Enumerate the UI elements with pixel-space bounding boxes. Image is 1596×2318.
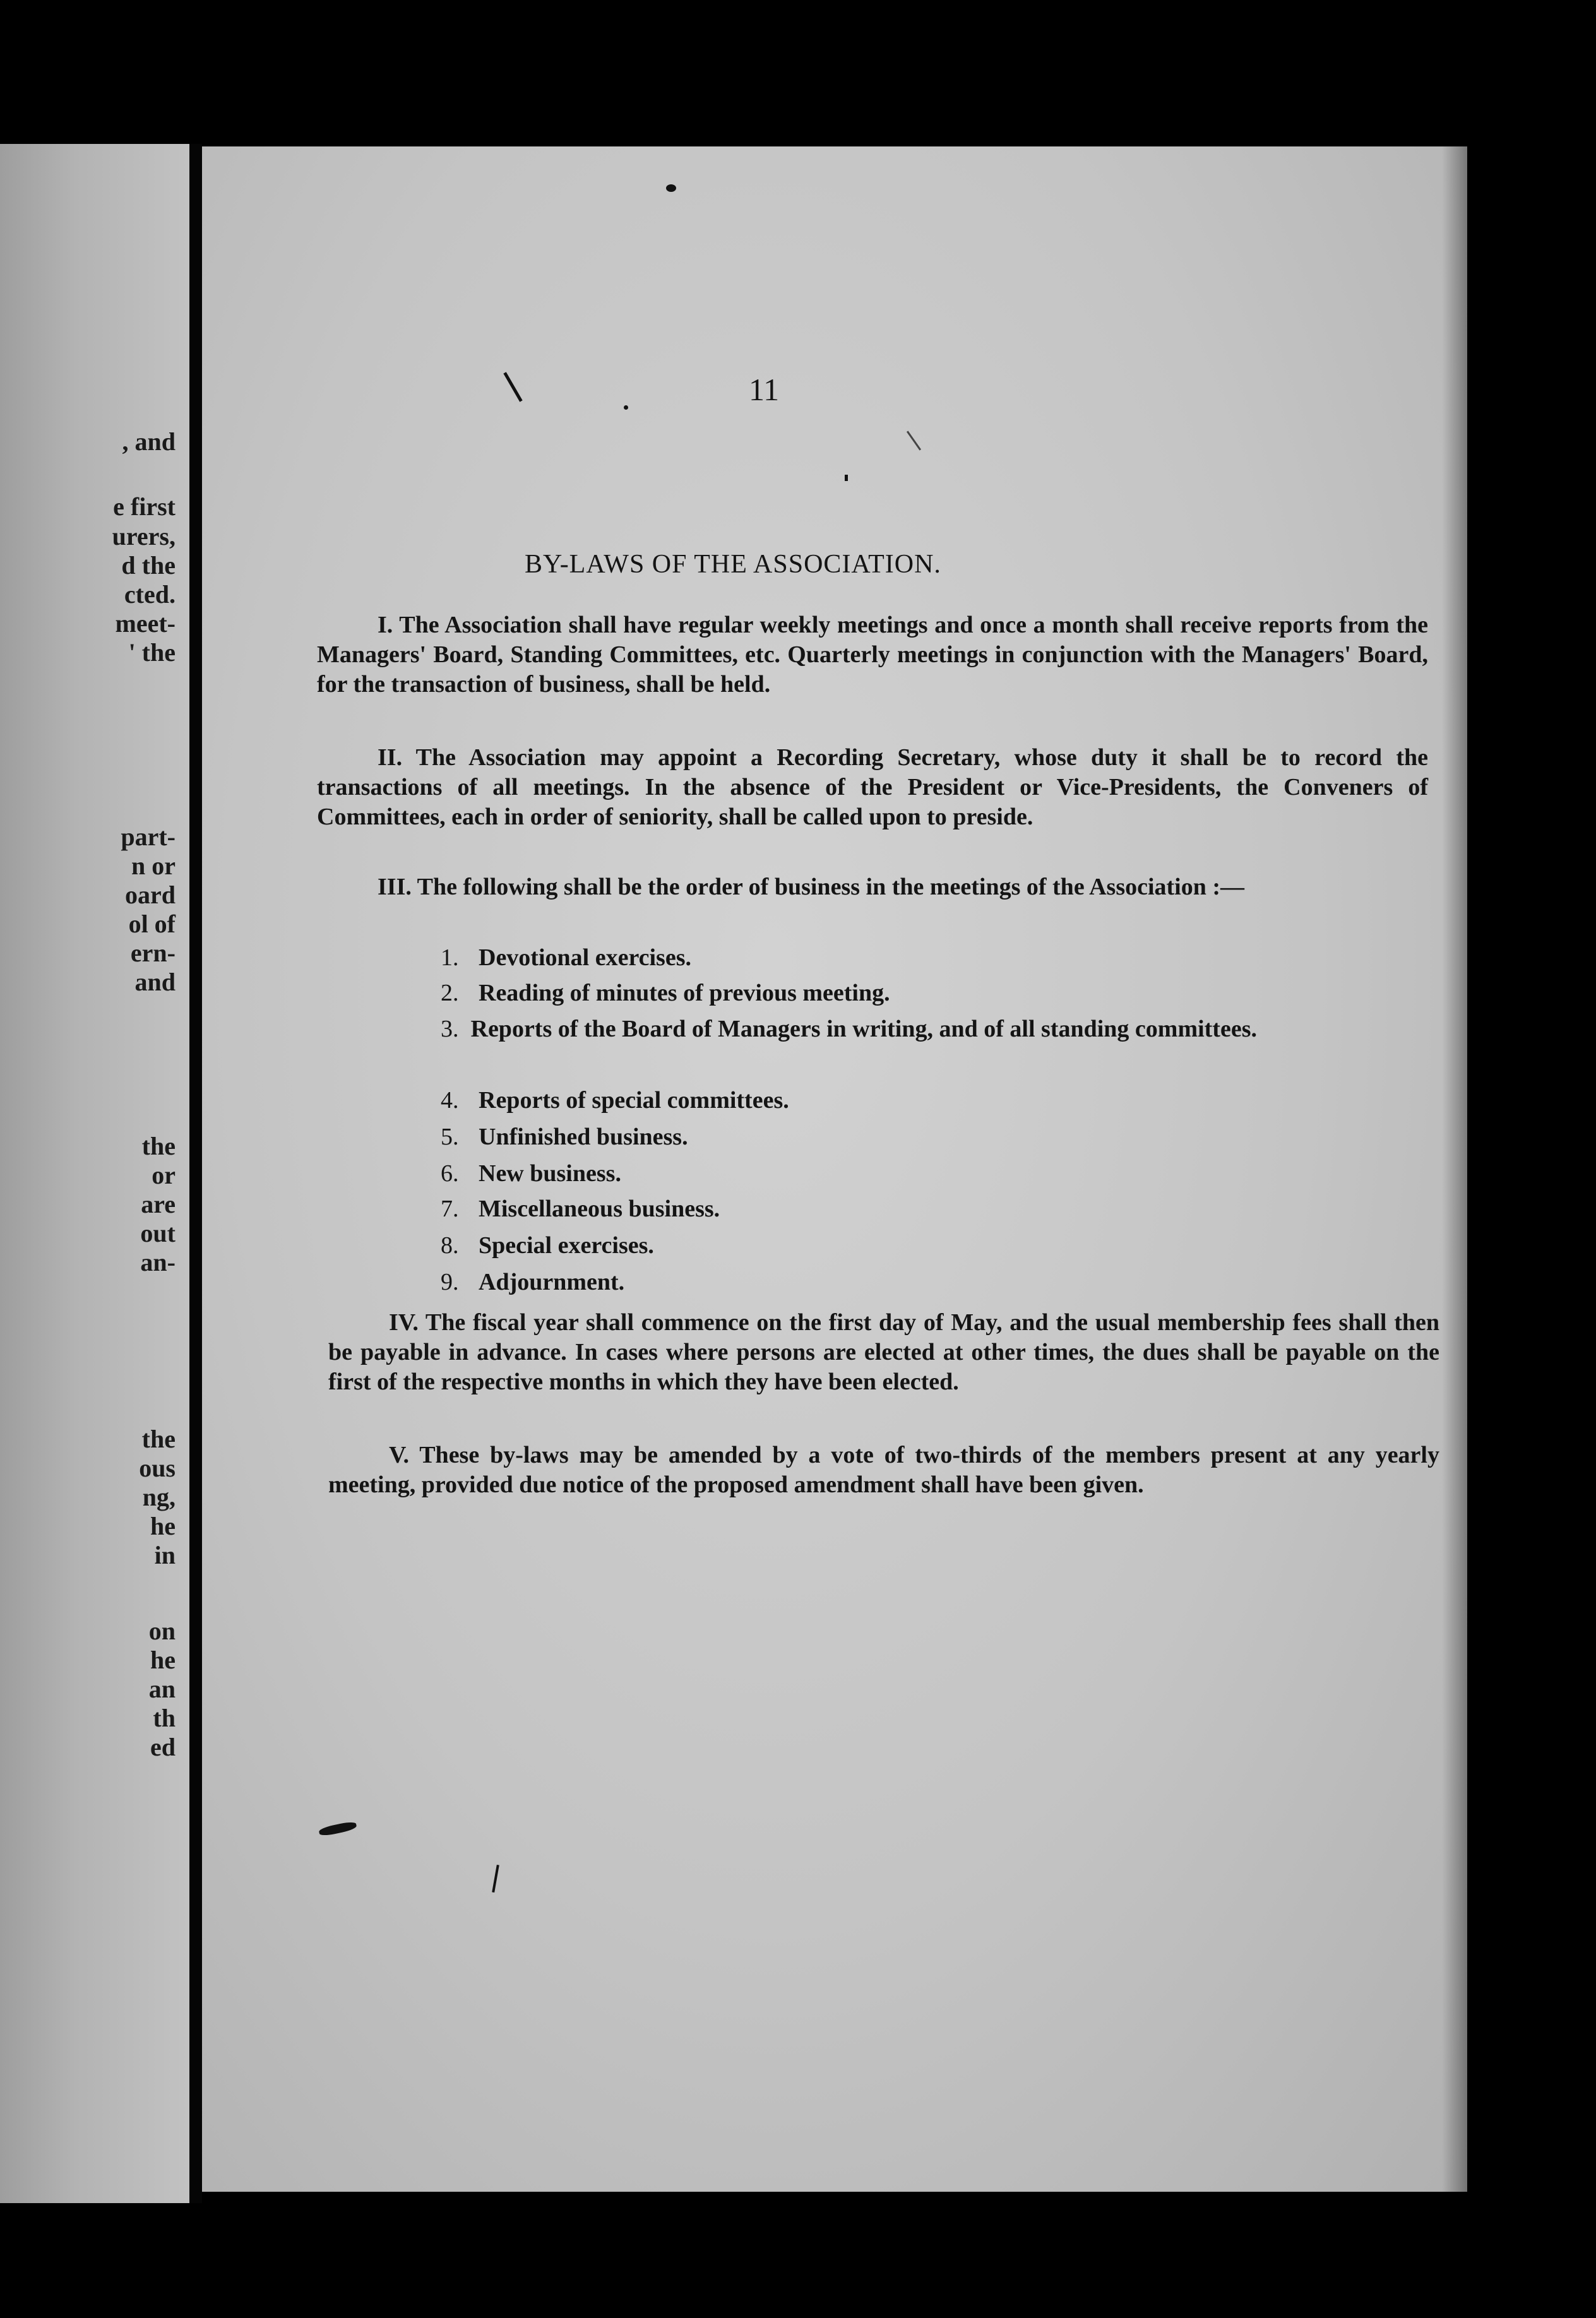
list-item: [441, 1086, 789, 1115]
list-item-text: Reading of minutes of previous meeting.: [479, 980, 890, 1006]
left-text-fragment: n or: [131, 852, 176, 880]
left-text-fragment: he: [150, 1646, 176, 1674]
left-text-fragment: part-: [121, 823, 176, 851]
list-item-text: Devotional exercises.: [479, 944, 691, 971]
page-number: 11: [749, 372, 780, 407]
left-text-fragment: in: [154, 1541, 176, 1569]
list-item-number: 8.: [441, 1232, 459, 1259]
bylaw-paragraph-4: IV. The fiscal year shall commence on the first day of May, and the usual membership fees shall then be payable in advance. In cases where persons are elected at other times, the dues shall be payable on the first of the respective months in which they have been elected.: [328, 1309, 1439, 1395]
document-page: [202, 146, 1467, 2192]
list-item-text: Unfinished business.: [479, 1124, 688, 1150]
left-text-fragment: he: [150, 1512, 176, 1540]
left-text-fragment: are: [141, 1190, 176, 1218]
list-item-number: 3.: [441, 1016, 459, 1042]
list-item-number: 5.: [441, 1124, 459, 1150]
list-item-text: Reports of special committees.: [479, 1087, 789, 1114]
previous-page-strip: [0, 144, 189, 2203]
list-item: [441, 978, 890, 1008]
scan-speck: [624, 405, 628, 410]
left-text-fragment: urers,: [112, 522, 176, 550]
left-text-fragment: ng,: [142, 1483, 176, 1511]
bylaw-paragraph-2: II. The Association may appoint a Recording Secretary, whose duty it shall be to record the transactions of all meetings. In the absence of the President or Vice-Presidents, the Conveners of Committees, each in order of seniority, shall be called upon to preside.: [317, 744, 1428, 830]
left-text-fragment: ol of: [128, 910, 176, 938]
left-text-fragment: or: [152, 1161, 176, 1189]
scan-speck: [666, 184, 676, 192]
list-item-number: 2.: [441, 980, 459, 1006]
list-item-text: Reports of the Board of Managers in writing, and of all standing committees.: [470, 1016, 1257, 1042]
scan-speck: [503, 372, 522, 402]
list-item: [380, 1014, 1428, 1044]
left-text-fragment: the: [141, 1132, 176, 1160]
bylaw-paragraph-1: I. The Association shall have regular weekly meetings and once a month shall receive reports from the Managers' Board, Standing Committees, etc. Quarterly meetings in conjunction with the Managers' Board, for the transaction of business, shall be held.: [317, 612, 1428, 698]
left-text-fragment: an: [148, 1675, 176, 1703]
scan-speck: [492, 1865, 499, 1893]
scan-speck: [907, 431, 921, 450]
left-text-fragment: ern-: [130, 939, 176, 967]
list-item: [441, 1231, 654, 1261]
list-item-text: Adjournment.: [479, 1269, 625, 1295]
list-item-number: 7.: [441, 1196, 459, 1222]
scan-speck: [845, 475, 848, 481]
scan-speck: [318, 1821, 357, 1837]
left-text-fragment: out: [140, 1219, 176, 1247]
left-text-fragment: e first: [113, 492, 176, 521]
bylaw-paragraph-5: V. These by-laws may be amended by a vote of two-thirds of the members present at any yearly meeting, provided due notice of the proposed amendment shall have been given.: [328, 1442, 1439, 1498]
left-text-fragment: an-: [140, 1248, 176, 1276]
list-item-number: 9.: [441, 1269, 459, 1295]
left-text-fragment: oard: [125, 881, 176, 909]
list-item: [441, 1122, 688, 1152]
left-text-fragment: d the: [121, 551, 176, 580]
left-text-fragment: cted.: [124, 580, 176, 609]
page-edge-shadow: [1442, 146, 1467, 2192]
left-text-fragment: meet-: [115, 609, 176, 638]
left-text-fragment: ed: [150, 1733, 176, 1761]
list-item-text: Special exercises.: [479, 1232, 654, 1259]
list-item: [441, 1159, 621, 1189]
list-item-number: 4.: [441, 1087, 459, 1114]
left-text-fragment: on: [148, 1617, 176, 1645]
book-gutter: [189, 144, 202, 2203]
list-item: [441, 1194, 720, 1224]
list-item: [441, 943, 691, 973]
left-text-fragment: , and: [122, 427, 176, 456]
list-item: [441, 1268, 624, 1297]
left-text-fragment: ous: [139, 1454, 176, 1482]
list-item-number: 1.: [441, 944, 459, 971]
left-text-fragment: th: [153, 1704, 176, 1732]
bylaw-paragraph-3: III. The following shall be the order of business in the meetings of the Association :—: [378, 874, 1245, 900]
left-text-fragment: the: [141, 1425, 176, 1453]
list-item-text: New business.: [479, 1160, 621, 1187]
list-item-number: 6.: [441, 1160, 459, 1187]
left-text-fragment: and: [134, 968, 176, 996]
page-title: BY-LAWS OF THE ASSOCIATION.: [525, 550, 941, 579]
left-text-fragment: ' the: [128, 638, 176, 667]
list-item-text: Miscellaneous business.: [479, 1196, 720, 1222]
